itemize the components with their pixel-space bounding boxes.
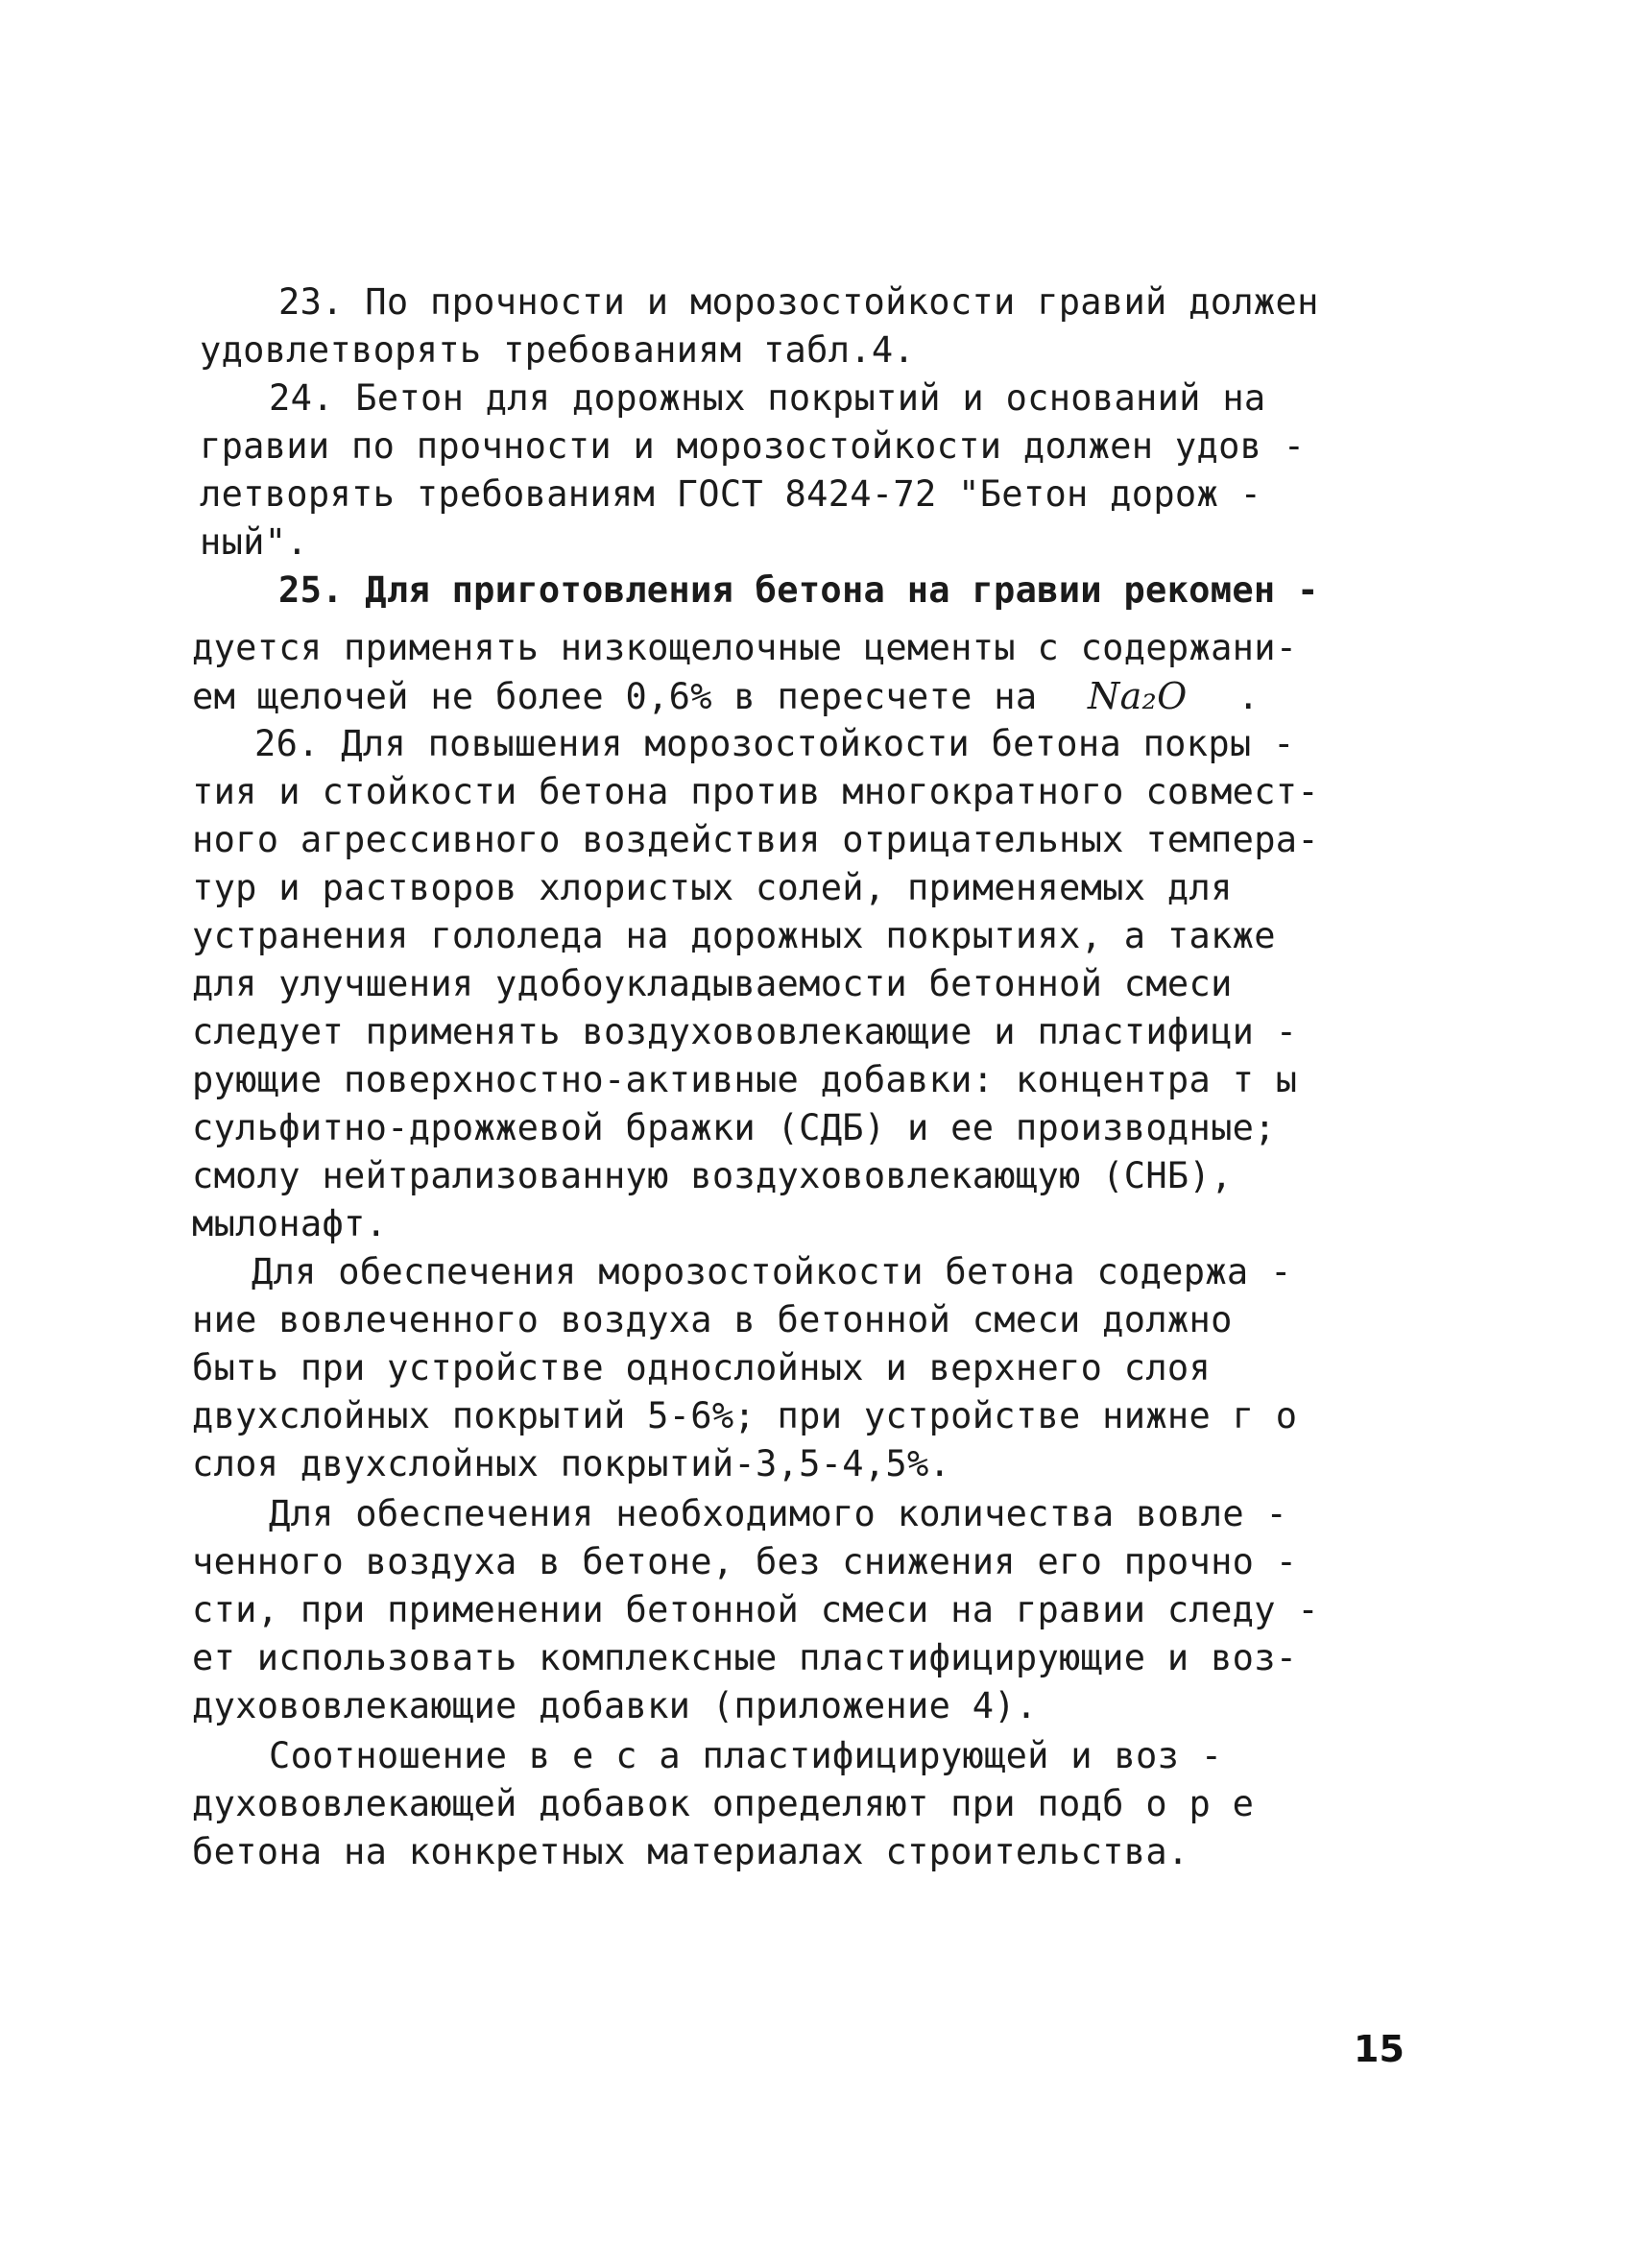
page-number: 15 [1354, 2028, 1405, 2070]
paragraph-additives-line-2: ченного воздуха в бетоне, без снижения его прочно - [192, 1541, 1298, 1582]
formula-suffix: . [1237, 676, 1260, 717]
paragraph-additives-line-3: сти, при применении бетонной смеси на гравии следу - [192, 1589, 1319, 1630]
paragraph-air-content-line-1: Для обеспечения морозостойкости бетона содержа - [252, 1251, 1292, 1292]
paragraph-23-line-1: 23. По прочности и морозостойкости гравий должен [278, 281, 1319, 323]
paragraph-ratio-line-3: бетона на конкретных материалах строительства. [192, 1831, 1189, 1872]
paragraph-additives-line-1: Для обеспечения необходимого количества вовле - [269, 1493, 1288, 1534]
paragraph-24-line-2: гравии по прочности и морозостойкости должен удов - [200, 425, 1306, 467]
sodium-oxide-formula: Na₂O [1088, 675, 1188, 717]
paragraph-25-line-1: 25. Для приготовления бетона на гравии рекомен - [278, 569, 1319, 611]
paragraph-air-content-line-4: двухслойных покрытий 5-6%; при устройстве нижне г о [192, 1395, 1298, 1436]
paragraph-24-line-3: летворять требованиям ГОСТ 8424-72 "Бетон дорож - [200, 473, 1262, 515]
paragraph-25-line-3-text: ем щелочей не более 0,6% в пересчете на [192, 676, 1038, 717]
paragraph-25-line-3 [192, 672, 1260, 721]
paragraph-air-content-line-2: ние вовлеченного воздуха в бетонной смеси должно [192, 1299, 1233, 1340]
paragraph-24-line-1: 24. Бетон для дорожных покрытий и оснований на [269, 377, 1266, 419]
paragraph-26-line-9: сульфитно-дрожжевой бражки (СДБ) и ее производные; [192, 1107, 1276, 1148]
paragraph-25-line-2: дуется применять низкощелочные цементы с содержани- [192, 627, 1298, 668]
paragraph-26-line-3: ного агрессивного воздействия отрицательных темпера- [192, 819, 1319, 860]
paragraph-26-line-2: тия и стойкости бетона против многократного совмест- [192, 771, 1319, 812]
paragraph-26-line-1: 26. Для повышения морозостойкости бетона покры - [254, 723, 1295, 764]
paragraph-additives-line-5: духововлекающие добавки (приложение 4). [192, 1685, 1038, 1726]
paragraph-26-line-4: тур и растворов хлористых солей, применяемых для [192, 867, 1233, 908]
paragraph-26-line-10: смолу нейтрализованную воздухововлекающую (СНБ), [192, 1155, 1233, 1196]
paragraph-23-line-2: удовлетворять требованиям табл.4. [200, 329, 916, 371]
paragraph-24-line-4: ный". [200, 521, 308, 563]
paragraph-additives-line-4: ет использовать комплексные пластифицирующие и воз- [192, 1637, 1298, 1678]
paragraph-26-line-8: рующие поверхностно-активные добавки: концентра т ы [192, 1059, 1298, 1100]
paragraph-ratio-line-1: Соотношение в е с а пластифицирующей и воз - [269, 1735, 1223, 1776]
paragraph-air-content-line-3: быть при устройстве однослойных и верхнего слоя [192, 1347, 1212, 1388]
paragraph-26-line-6: для улучшения удобоукладываемости бетонной смеси [192, 963, 1233, 1004]
paragraph-air-content-line-5: слоя двухслойных покрытий-3,5-4,5%. [192, 1443, 951, 1484]
paragraph-26-line-5: устранения гололеда на дорожных покрытиях, а также [192, 915, 1276, 956]
paragraph-26-line-7: следует применять воздухововлекающие и пластифици - [192, 1011, 1298, 1052]
paragraph-26-line-11: мылонафт. [192, 1203, 388, 1244]
paragraph-ratio-line-2: духововлекающей добавок определяют при подб о р е [192, 1783, 1255, 1824]
